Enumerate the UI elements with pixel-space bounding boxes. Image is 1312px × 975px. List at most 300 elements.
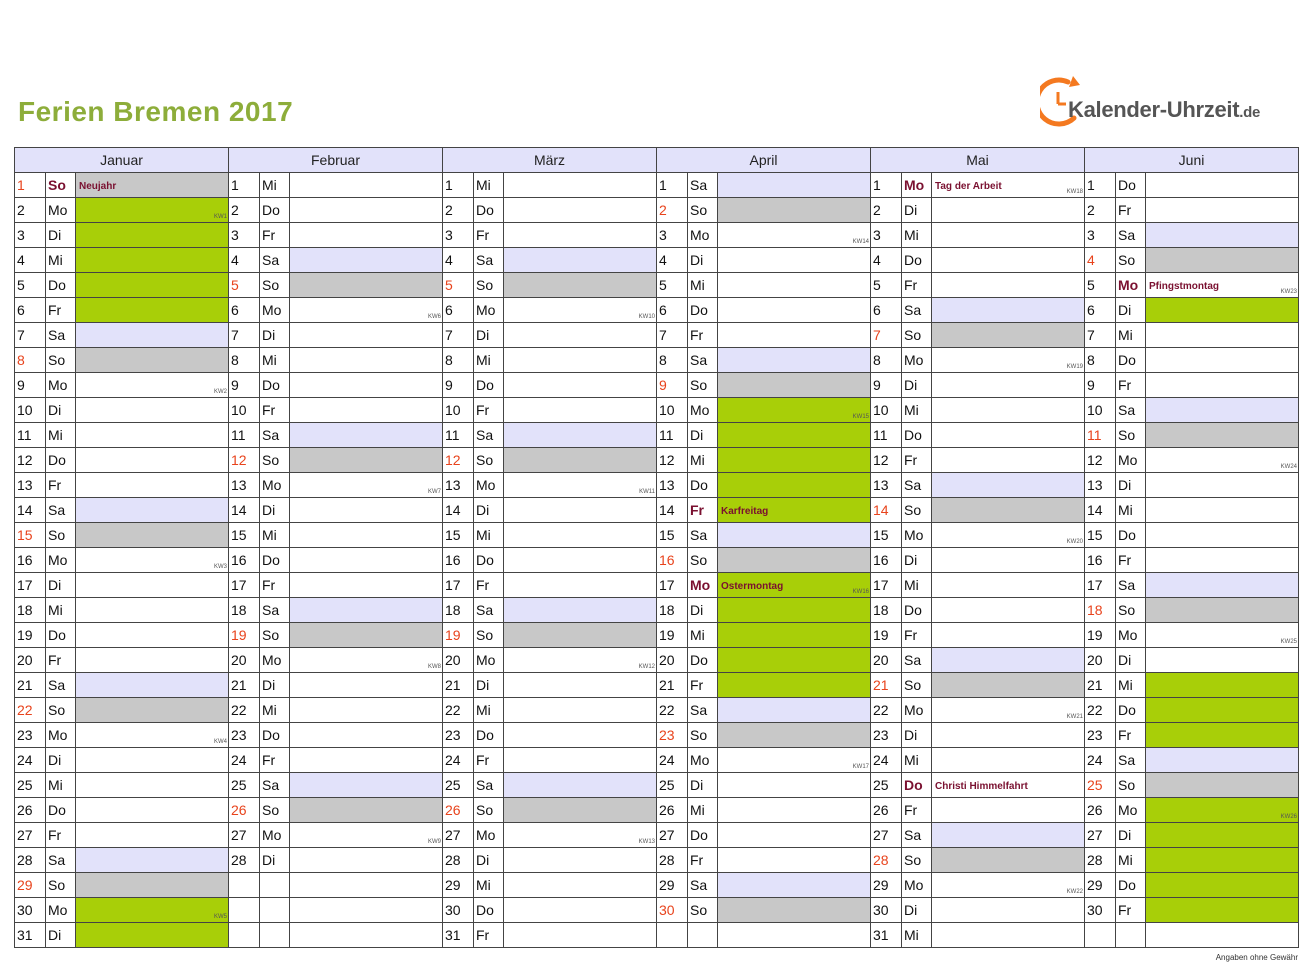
day-row[interactable]	[443, 298, 656, 323]
day-row[interactable]	[657, 673, 870, 698]
weekday: Di	[688, 248, 718, 272]
day-row[interactable]	[871, 623, 1084, 648]
day-row[interactable]	[657, 423, 870, 448]
day-entry	[718, 173, 870, 197]
day-number: 30	[657, 898, 688, 922]
weekday: Di	[474, 848, 504, 872]
day-row[interactable]	[871, 223, 1084, 248]
day-row[interactable]	[1085, 198, 1298, 223]
day-number: 19	[657, 623, 688, 647]
day-number: 14	[229, 498, 260, 522]
day-row[interactable]	[657, 848, 870, 873]
day-row[interactable]	[229, 373, 442, 398]
day-row[interactable]	[657, 248, 870, 273]
day-entry	[718, 448, 870, 472]
calendar-week-label: KW22	[1066, 889, 1083, 895]
day-row[interactable]	[15, 823, 228, 848]
day-entry	[718, 573, 870, 597]
day-row[interactable]	[657, 523, 870, 548]
calendar-week-label: KW23	[1280, 289, 1297, 295]
day-row[interactable]	[443, 523, 656, 548]
day-row[interactable]	[871, 798, 1084, 823]
weekday: Di	[688, 598, 718, 622]
day-row[interactable]	[443, 223, 656, 248]
weekday: Do	[1116, 173, 1146, 197]
day-row[interactable]	[15, 873, 228, 898]
day-row[interactable]	[443, 773, 656, 798]
day-row[interactable]	[657, 323, 870, 348]
day-row[interactable]	[1085, 648, 1298, 673]
day-number: 4	[229, 248, 260, 272]
day-row[interactable]	[871, 298, 1084, 323]
calendar-week-label: KW2	[213, 389, 227, 395]
day-row[interactable]	[229, 398, 442, 423]
day-number: 21	[871, 673, 902, 697]
weekday: So	[46, 523, 76, 547]
day-row[interactable]	[229, 798, 442, 823]
day-row[interactable]	[1085, 598, 1298, 623]
day-row[interactable]	[15, 523, 228, 548]
day-row[interactable]	[871, 598, 1084, 623]
day-row[interactable]	[15, 648, 228, 673]
day-row[interactable]	[443, 823, 656, 848]
day-row[interactable]	[871, 198, 1084, 223]
day-row[interactable]	[871, 398, 1084, 423]
day-row[interactable]	[657, 298, 870, 323]
day-row[interactable]	[1085, 723, 1298, 748]
day-row[interactable]	[1085, 473, 1298, 498]
day-row[interactable]	[1085, 423, 1298, 448]
day-entry	[290, 298, 442, 322]
day-row[interactable]	[657, 873, 870, 898]
weekday: Fr	[474, 223, 504, 247]
day-row[interactable]	[15, 748, 228, 773]
day-entry	[718, 723, 870, 747]
weekday: Di	[688, 773, 718, 797]
weekday: Mo	[46, 898, 76, 922]
weekday: Do	[260, 373, 290, 397]
day-row[interactable]	[229, 723, 442, 748]
day-number: 21	[229, 673, 260, 697]
day-number: 10	[229, 398, 260, 422]
day-row[interactable]	[15, 348, 228, 373]
weekday: Sa	[688, 348, 718, 372]
day-number: 22	[443, 698, 474, 722]
day-row[interactable]	[871, 823, 1084, 848]
day-entry	[76, 748, 228, 772]
weekday: Mi	[474, 523, 504, 547]
day-row[interactable]	[443, 373, 656, 398]
day-row[interactable]	[15, 223, 228, 248]
day-entry	[76, 398, 228, 422]
day-number: 24	[15, 748, 46, 772]
day-row[interactable]	[443, 623, 656, 648]
day-row[interactable]	[871, 848, 1084, 873]
month-column	[1085, 148, 1299, 948]
day-entry	[932, 798, 1084, 822]
day-row[interactable]	[15, 723, 228, 748]
day-row[interactable]	[229, 673, 442, 698]
day-entry	[504, 498, 656, 522]
day-number: 2	[1085, 198, 1116, 222]
day-entry	[932, 923, 1084, 947]
day-number: 18	[871, 598, 902, 622]
day-row[interactable]	[1085, 273, 1298, 298]
day-row[interactable]	[443, 598, 656, 623]
day-row[interactable]	[443, 448, 656, 473]
weekday: Do	[474, 548, 504, 572]
day-row[interactable]	[229, 348, 442, 373]
weekday: Fr	[46, 298, 76, 322]
day-row[interactable]	[871, 548, 1084, 573]
month-header: Januar	[15, 148, 228, 173]
day-number: 6	[443, 298, 474, 322]
day-row[interactable]	[15, 473, 228, 498]
day-row[interactable]	[1085, 323, 1298, 348]
day-row[interactable]	[443, 248, 656, 273]
day-row[interactable]	[229, 223, 442, 248]
day-row[interactable]	[229, 173, 442, 198]
day-row[interactable]	[1085, 223, 1298, 248]
day-row[interactable]	[871, 698, 1084, 723]
day-row[interactable]	[229, 698, 442, 723]
day-row[interactable]	[871, 248, 1084, 273]
day-row[interactable]	[229, 323, 442, 348]
day-row[interactable]	[15, 173, 228, 198]
day-row[interactable]	[15, 573, 228, 598]
day-row[interactable]	[657, 648, 870, 673]
weekday: Sa	[474, 423, 504, 447]
day-row[interactable]	[871, 323, 1084, 348]
day-row[interactable]	[871, 873, 1084, 898]
day-row[interactable]	[871, 773, 1084, 798]
day-row[interactable]	[1085, 373, 1298, 398]
day-number: 8	[443, 348, 474, 372]
weekday: Sa	[46, 673, 76, 697]
day-row[interactable]	[443, 423, 656, 448]
day-number: 31	[871, 923, 902, 947]
day-entry	[504, 198, 656, 222]
day-row[interactable]	[15, 373, 228, 398]
day-number: 4	[443, 248, 474, 272]
day-row[interactable]	[229, 598, 442, 623]
day-row[interactable]	[657, 273, 870, 298]
calendar-week-label: KW4	[213, 739, 227, 745]
day-row[interactable]	[229, 548, 442, 573]
weekday: Fr	[1116, 898, 1146, 922]
day-row[interactable]	[229, 848, 442, 873]
weekday: So	[474, 623, 504, 647]
day-entry	[290, 573, 442, 597]
day-row[interactable]	[871, 898, 1084, 923]
day-number: 5	[657, 273, 688, 297]
day-row[interactable]	[443, 698, 656, 723]
day-row[interactable]	[229, 448, 442, 473]
day-entry	[76, 923, 228, 947]
day-row[interactable]	[657, 373, 870, 398]
day-row[interactable]	[657, 798, 870, 823]
day-number: 7	[229, 323, 260, 347]
day-row[interactable]	[1085, 498, 1298, 523]
day-row[interactable]	[657, 223, 870, 248]
day-entry	[1146, 298, 1298, 322]
day-row[interactable]	[15, 548, 228, 573]
weekday: Fr	[260, 748, 290, 772]
weekday: Do	[474, 898, 504, 922]
weekday: Di	[902, 898, 932, 922]
day-row[interactable]	[1085, 548, 1298, 573]
day-row[interactable]	[657, 398, 870, 423]
day-row[interactable]	[871, 673, 1084, 698]
day-row[interactable]	[1085, 773, 1298, 798]
weekday: Mi	[46, 423, 76, 447]
day-entry	[1146, 698, 1298, 722]
day-row[interactable]	[15, 423, 228, 448]
day-row[interactable]	[443, 273, 656, 298]
day-number: 4	[657, 248, 688, 272]
day-entry	[504, 873, 656, 897]
day-row[interactable]	[657, 198, 870, 223]
day-row[interactable]	[1085, 573, 1298, 598]
day-row[interactable]	[871, 923, 1084, 948]
day-entry	[932, 598, 1084, 622]
day-row[interactable]	[871, 173, 1084, 198]
day-number: 21	[1085, 673, 1116, 697]
day-row[interactable]	[1085, 348, 1298, 373]
day-row[interactable]	[1085, 398, 1298, 423]
day-entry	[76, 873, 228, 897]
day-row[interactable]	[15, 248, 228, 273]
day-row[interactable]	[1085, 248, 1298, 273]
day-row[interactable]	[229, 198, 442, 223]
day-number: 13	[229, 473, 260, 497]
day-row[interactable]	[657, 448, 870, 473]
weekday: Do	[46, 273, 76, 297]
weekday: Mi	[688, 798, 718, 822]
day-row[interactable]	[229, 248, 442, 273]
day-row[interactable]	[871, 648, 1084, 673]
day-row[interactable]	[443, 348, 656, 373]
day-entry	[504, 273, 656, 297]
day-row[interactable]	[657, 573, 870, 598]
day-row[interactable]	[443, 798, 656, 823]
day-row[interactable]	[15, 898, 228, 923]
day-row[interactable]	[229, 473, 442, 498]
weekday: Mi	[46, 248, 76, 272]
day-number: 22	[1085, 698, 1116, 722]
weekday: Mo	[260, 473, 290, 497]
weekday: Mi	[46, 773, 76, 797]
day-row[interactable]	[1085, 898, 1298, 923]
day-row[interactable]	[443, 898, 656, 923]
day-row[interactable]	[657, 348, 870, 373]
day-row[interactable]	[657, 773, 870, 798]
day-row[interactable]	[1085, 848, 1298, 873]
day-row[interactable]	[443, 723, 656, 748]
day-row[interactable]	[657, 823, 870, 848]
day-row[interactable]	[443, 398, 656, 423]
day-row[interactable]	[443, 648, 656, 673]
day-row[interactable]	[15, 598, 228, 623]
day-row[interactable]	[1085, 798, 1298, 823]
day-row[interactable]	[229, 523, 442, 548]
weekday: Mo	[902, 173, 932, 197]
day-row[interactable]	[15, 623, 228, 648]
weekday: Di	[260, 848, 290, 872]
weekday: Di	[46, 748, 76, 772]
day-row[interactable]	[657, 598, 870, 623]
day-row[interactable]	[1085, 748, 1298, 773]
page-title: Ferien Bremen 2017	[18, 96, 294, 127]
day-row[interactable]	[229, 748, 442, 773]
day-row[interactable]	[15, 498, 228, 523]
day-entry	[718, 373, 870, 397]
day-row[interactable]	[229, 498, 442, 523]
day-number: 16	[443, 548, 474, 572]
day-row[interactable]	[443, 323, 656, 348]
day-entry	[504, 623, 656, 647]
day-row[interactable]	[1085, 448, 1298, 473]
day-row[interactable]	[657, 723, 870, 748]
day-row[interactable]	[1085, 623, 1298, 648]
calendar-week-label: KW16	[852, 589, 869, 595]
calendar-week-label: KW13	[638, 839, 655, 845]
day-row[interactable]	[1085, 823, 1298, 848]
day-row[interactable]	[443, 473, 656, 498]
weekday: Sa	[902, 298, 932, 322]
day-number: 28	[1085, 848, 1116, 872]
weekday: Mo	[1116, 448, 1146, 472]
day-number: 2	[657, 198, 688, 222]
day-row[interactable]	[15, 773, 228, 798]
day-row[interactable]	[657, 498, 870, 523]
day-row[interactable]	[443, 498, 656, 523]
day-row[interactable]	[443, 173, 656, 198]
day-row[interactable]	[871, 373, 1084, 398]
day-entry	[718, 648, 870, 672]
day-row[interactable]	[657, 173, 870, 198]
day-row[interactable]	[229, 573, 442, 598]
day-number: 1	[15, 173, 46, 197]
day-row[interactable]	[229, 823, 442, 848]
day-row[interactable]	[443, 673, 656, 698]
day-entry	[504, 423, 656, 447]
day-row[interactable]	[871, 348, 1084, 373]
day-row[interactable]	[657, 898, 870, 923]
day-row[interactable]	[443, 198, 656, 223]
day-row[interactable]	[657, 623, 870, 648]
day-row[interactable]	[15, 273, 228, 298]
day-row[interactable]	[871, 273, 1084, 298]
day-entry	[718, 848, 870, 872]
day-number: 18	[657, 598, 688, 622]
day-row[interactable]	[871, 573, 1084, 598]
day-row[interactable]	[15, 673, 228, 698]
day-row[interactable]	[229, 273, 442, 298]
day-row[interactable]	[443, 873, 656, 898]
day-entry	[932, 648, 1084, 672]
day-row[interactable]	[871, 523, 1084, 548]
day-row[interactable]	[871, 423, 1084, 448]
day-row[interactable]	[229, 298, 442, 323]
day-row[interactable]	[443, 848, 656, 873]
day-entry	[76, 673, 228, 697]
day-row[interactable]	[229, 648, 442, 673]
weekday: Do	[260, 548, 290, 572]
weekday: Do	[46, 623, 76, 647]
day-row[interactable]	[1085, 298, 1298, 323]
weekday: Mo	[46, 548, 76, 572]
day-row[interactable]	[443, 923, 656, 948]
day-entry	[76, 598, 228, 622]
day-row[interactable]	[15, 798, 228, 823]
day-row[interactable]	[1085, 523, 1298, 548]
day-row[interactable]	[229, 773, 442, 798]
day-row[interactable]	[1085, 873, 1298, 898]
day-row[interactable]	[657, 698, 870, 723]
day-entry	[932, 198, 1084, 222]
day-row[interactable]	[657, 473, 870, 498]
weekday: Di	[46, 573, 76, 597]
day-row[interactable]	[15, 848, 228, 873]
day-row[interactable]	[657, 748, 870, 773]
day-number: 2	[229, 198, 260, 222]
day-row[interactable]	[657, 548, 870, 573]
day-row[interactable]	[229, 623, 442, 648]
day-number: 20	[871, 648, 902, 672]
day-row[interactable]	[15, 323, 228, 348]
day-row[interactable]	[871, 723, 1084, 748]
day-number: 8	[229, 348, 260, 372]
kalender-uhrzeit-logo[interactable]	[1040, 74, 1302, 130]
day-row[interactable]	[15, 448, 228, 473]
weekday: Di	[260, 323, 290, 347]
day-row[interactable]	[15, 398, 228, 423]
day-row[interactable]	[229, 423, 442, 448]
day-number: 28	[871, 848, 902, 872]
day-row[interactable]	[15, 198, 228, 223]
day-number: 30	[1085, 898, 1116, 922]
day-number: 22	[657, 698, 688, 722]
day-entry	[1146, 198, 1298, 222]
day-entry	[504, 648, 656, 672]
day-number: 18	[1085, 598, 1116, 622]
weekday	[260, 923, 290, 947]
holiday-label: Pfingstmontag	[1149, 281, 1219, 292]
day-row[interactable]	[871, 748, 1084, 773]
day-entry	[1146, 748, 1298, 772]
day-row[interactable]	[443, 573, 656, 598]
day-row[interactable]	[443, 548, 656, 573]
day-row[interactable]	[15, 698, 228, 723]
day-row[interactable]	[15, 923, 228, 948]
day-number: 29	[15, 873, 46, 897]
day-row[interactable]	[871, 498, 1084, 523]
day-entry	[1146, 273, 1298, 297]
day-number: 26	[443, 798, 474, 822]
calendar-week-label: KW24	[1280, 464, 1297, 470]
day-row[interactable]	[871, 448, 1084, 473]
day-row[interactable]	[871, 473, 1084, 498]
day-entry	[76, 198, 228, 222]
day-entry	[76, 223, 228, 247]
day-row[interactable]	[443, 748, 656, 773]
day-row[interactable]	[1085, 698, 1298, 723]
day-row[interactable]	[1085, 173, 1298, 198]
day-row[interactable]	[1085, 673, 1298, 698]
day-row[interactable]	[15, 298, 228, 323]
calendar-week-label: KW8	[427, 664, 441, 670]
